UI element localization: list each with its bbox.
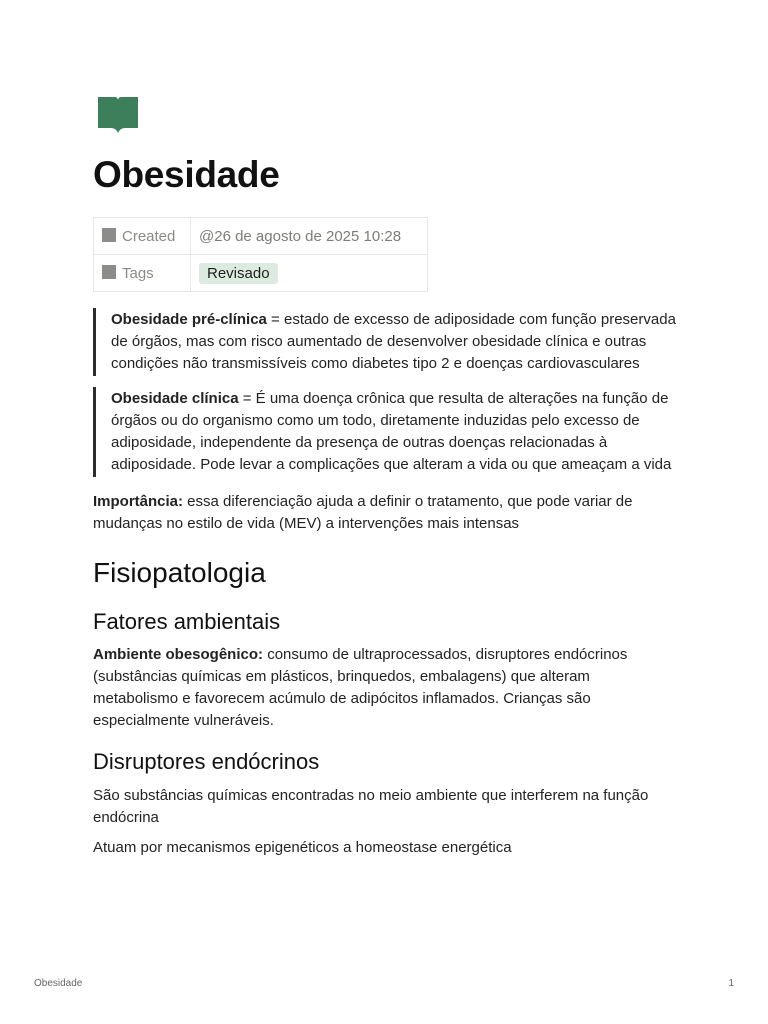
importance-text: essa diferenciação ajuda a definir o tratamento, que pode variar de mudanças no estilo de vida (MEV) a intervenções mais intensas [93, 493, 633, 533]
ambiente-label: Ambiente obesogênico: [93, 646, 264, 664]
property-key-label: Created [122, 227, 176, 245]
property-type-icon [102, 228, 116, 242]
property-type-icon [102, 265, 116, 279]
tag-badge[interactable]: Revisado [199, 263, 278, 284]
ambiente-text: consumo de ultraprocessados, disruptores endócrinos (substâncias químicas em plásticos, brinquedos, embalagens) que alteram metabolismo e favorecem acúmulo de adipócitos inflamados. Crianças são especialmente vulneráveis. [93, 646, 628, 730]
property-key [94, 255, 191, 292]
quote-block [93, 387, 678, 477]
property-value-created[interactable]: @26 de agosto de 2025 10:28 [191, 218, 428, 255]
quote-term: Obesidade clínica [111, 390, 239, 408]
section-heading: Fisiopatologia [93, 557, 266, 589]
open-book-icon [93, 95, 143, 135]
quote-block [93, 308, 678, 376]
property-value-tags[interactable] [191, 255, 428, 292]
property-row-created [94, 218, 428, 255]
footer-title: Obesidade [34, 978, 83, 989]
property-row-tags [94, 255, 428, 292]
quote-text: = estado de excesso de adiposidade com função preservada de órgãos, mas com risco aumentado de desenvolver obesidade clínica e outras condições não transmissíveis como diabetes tipo 2 e doenças cardiovasculares [111, 311, 676, 373]
subsection-heading-disruptores: Disruptores endócrinos [93, 749, 320, 775]
property-key-label: Tags [122, 264, 154, 282]
quote-text: = É uma doença crônica que resulta de alterações na função de órgãos ou do organismo como um todo, diretamente induzidas pelo excesso de adiposidade, independente da presença de outras doenças relacionadas à adiposidade. Pode levar a complicações que alteram a vida ou que ameaçam a vida [111, 390, 672, 474]
disruptores-paragraph-2: Atuam por mecanismos epigenéticos a homeostase energética [93, 838, 512, 856]
subsection-heading-fatores: Fatores ambientais [93, 608, 281, 634]
importance-label: Importância: [93, 493, 184, 511]
page-number: 1 [728, 978, 734, 989]
ambiente-paragraph [93, 644, 678, 732]
property-key [94, 218, 191, 255]
quote-term: Obesidade pré-clínica [111, 311, 267, 329]
importance-paragraph [93, 491, 678, 535]
page-title: Obesidade [93, 154, 280, 195]
properties-table [93, 217, 428, 292]
disruptores-paragraph-1: São substâncias químicas encontradas no meio ambiente que interferem na função endócrina [93, 786, 649, 826]
page-content [93, 95, 678, 859]
